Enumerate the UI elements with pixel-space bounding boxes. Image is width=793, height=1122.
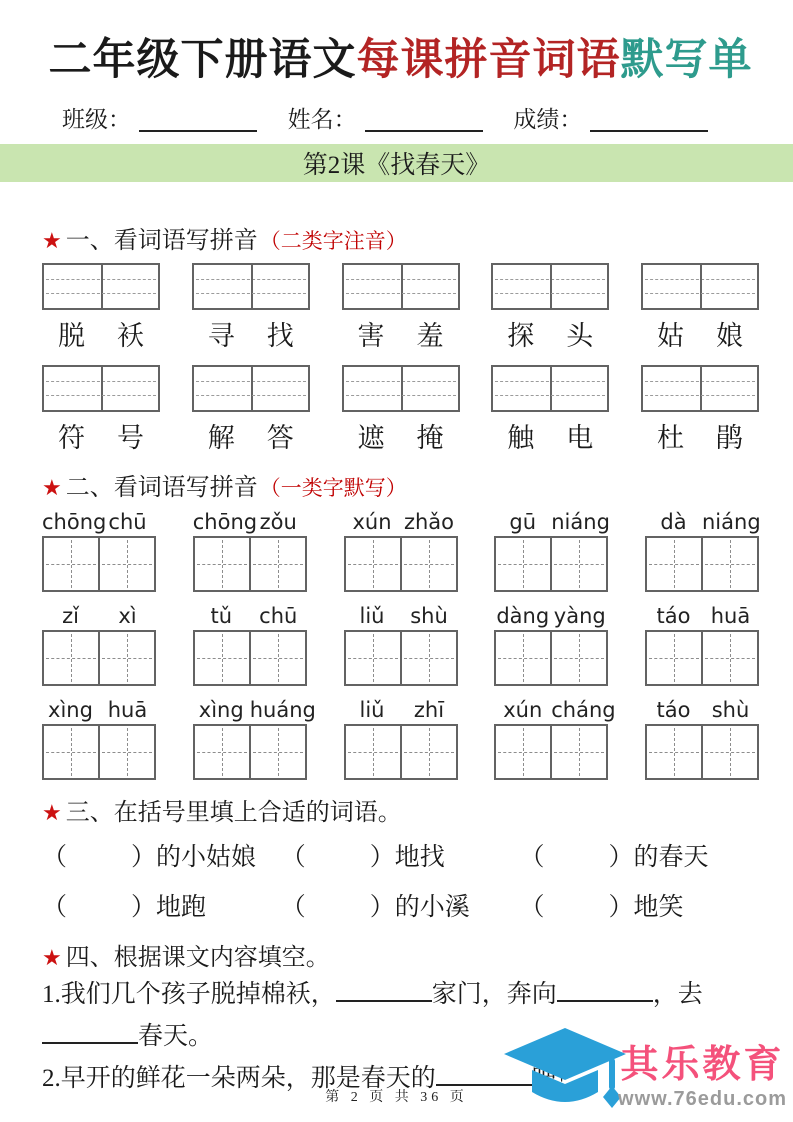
pinyin-block [193,698,316,780]
open-paren: （ [519,894,545,921]
word-char: 电 [566,423,594,453]
tianzige-box [494,630,608,686]
section2-title: 二、看词语写拼音 [65,475,258,501]
pinyin-syllable: xì [118,604,137,628]
phrase-row-2 [42,887,759,923]
question-1-line-1 [42,974,759,1016]
pinyin-syllable: zǐ [62,604,79,628]
title-part-black: 二年级下册语文 [48,37,357,84]
question-text: ，去 [652,981,703,1008]
pinyin-syllable: táo [656,604,691,628]
pinyin-syllable: xìng [198,698,244,722]
phrase-item [281,837,520,873]
pinyin-syllable: cháng [551,698,616,722]
pinyin-syllable: tǔ [210,604,233,628]
phrase-item [42,837,281,873]
score-label: 成绩： [513,107,583,132]
class-blank [139,106,257,132]
tianzige-box [42,536,156,592]
pinyin-syllable: xún [503,698,543,722]
star-icon: ★ [42,475,62,500]
pinyin-write-box [342,365,460,412]
open-paren: （ [280,894,306,921]
pinyin-syllable: dà [660,510,687,534]
pinyin-block [42,604,156,686]
word-block [641,263,759,353]
word-char: 害 [357,321,385,351]
section1-title: 一、看词语写拼音 [65,228,258,254]
word-char: 遮 [357,423,385,453]
worksheet-page [0,0,793,134]
tianzige-box [42,724,156,780]
pinyin-write-box [42,263,160,310]
pinyin-write-box [491,263,609,310]
section2-heading [42,467,759,502]
info-fields-row [62,101,739,134]
pinyin-syllable: liǔ [359,698,385,722]
word-char: 袄 [117,321,144,351]
open-paren: （ [519,844,545,871]
tianzige-box [645,630,759,686]
word-block [641,365,759,455]
pinyin-syllable: niáng [551,510,610,534]
section4-heading [42,937,759,972]
close-paren: ） [608,894,634,921]
question-text: 1.我们几个孩子脱掉棉袄， [42,981,336,1008]
word-row-1 [42,263,759,353]
word-char: 姑 [657,321,684,351]
tianzige-box [193,536,307,592]
phrase-item [520,837,759,873]
pinyin-block [645,510,759,592]
page-footer: 第 2 页 共 36 页 [325,1090,468,1105]
pinyin-write-box [342,263,460,310]
fill-blank [42,1016,138,1044]
tianzige-box [344,630,458,686]
tianzige-box [494,536,608,592]
word-char: 找 [266,321,294,351]
brand-website: www.76edu.com [618,1088,787,1110]
phrase-text: 地找 [394,844,445,871]
pinyin-block [344,510,458,592]
pinyin-block [494,698,616,780]
section1-heading [42,220,759,255]
pinyin-block [645,604,759,686]
star-icon: ★ [42,945,62,970]
brand-logo [502,1026,787,1118]
close-paren: ） [369,894,395,921]
graduation-cap-icon [502,1026,632,1118]
close-paren: ） [131,894,157,921]
word-char: 答 [266,423,294,453]
section3-heading [42,792,759,827]
pinyin-write-box [192,365,310,412]
score-field [513,101,739,134]
word-char: 探 [507,321,535,351]
pinyin-write-box [42,365,160,412]
pinyin-block [344,698,458,780]
pinyin-syllable: shù [410,604,448,628]
tianzige-box [344,724,458,780]
pinyin-block [645,698,759,780]
pinyin-block [193,604,307,686]
pinyin-syllable: zhī [413,698,445,722]
pinyin-row-2 [42,604,759,686]
word-char: 脱 [58,321,85,351]
star-icon: ★ [42,800,62,825]
word-char: 娘 [716,321,743,351]
pinyin-syllable: yàng [553,604,606,628]
worksheet-body [0,182,793,1100]
name-blank [365,106,483,132]
section1-note: （二类字注音） [259,229,407,253]
pinyin-syllable: huā [107,698,148,722]
tianzige-box [645,536,759,592]
close-paren: ） [608,844,634,871]
pinyin-syllable: niáng [702,510,761,534]
word-char: 寻 [207,321,235,351]
pinyin-row-3 [42,698,759,780]
word-row-2 [42,365,759,455]
tianzige-box [494,724,608,780]
word-char: 触 [507,423,535,453]
pinyin-write-box [641,365,759,412]
open-paren: （ [280,844,306,871]
pinyin-row-1 [42,510,759,592]
word-char: 符 [58,423,85,453]
close-paren: ） [131,844,157,871]
phrase-text: 地笑 [633,894,684,921]
fill-blank [557,974,653,1002]
tianzige-box [645,724,759,780]
pinyin-block [494,604,608,686]
phrase-text: 的小姑娘 [156,844,257,871]
pinyin-syllable: táo [656,698,691,722]
pinyin-block [344,604,458,686]
word-char: 头 [566,321,594,351]
pinyin-write-box [192,263,310,310]
word-block [491,263,609,353]
brand-name: 其乐教育 [620,1044,785,1086]
phrase-item [520,887,759,923]
section2-note: （一类字默写） [259,476,407,500]
pinyin-syllable: chōng [42,510,107,534]
fill-blank [336,974,432,1002]
word-block [42,365,160,455]
word-char: 解 [207,423,235,453]
name-label: 姓名： [287,107,357,132]
brand-text-block [618,1033,787,1111]
pinyin-write-box [491,365,609,412]
question-text: 2.早开的鲜花一朵两朵，那是春天的 [42,1065,436,1092]
pinyin-block [193,510,307,592]
pinyin-syllable: dàng [496,604,550,628]
phrase-item [281,887,520,923]
pinyin-syllable: zǒu [259,510,297,534]
word-char: 鹃 [716,423,743,453]
phrase-text: 的小溪 [394,894,470,921]
word-char: 杜 [657,423,684,453]
title-part-red: 每课拼音词语 [356,37,621,84]
pinyin-syllable: xún [352,510,392,534]
pinyin-syllable: chū [259,604,298,628]
phrase-text: 的春天 [633,844,709,871]
pinyin-syllable: xìng [48,698,93,722]
question-text: 春天。 [138,1023,214,1050]
phrase-text: 地跑 [156,894,207,921]
section3-title: 三、在括号里填上合适的词语。 [65,800,402,826]
phrase-row-1 [42,837,759,873]
title-part-teal: 默写单 [620,37,753,84]
pinyin-syllable: zhǎo [403,510,455,534]
close-paren: ） [369,844,395,871]
pinyin-syllable: huáng [249,698,316,722]
pinyin-block [494,510,608,592]
word-block [342,263,460,353]
word-char: 掩 [416,423,444,453]
open-paren: （ [42,894,68,921]
tianzige-box [193,630,307,686]
name-field [288,101,514,134]
phrase-item [42,887,281,923]
pinyin-block [42,510,156,592]
pinyin-syllable: liǔ [359,604,385,628]
tianzige-box [344,536,458,592]
pinyin-syllable: chū [108,510,147,534]
page-title [42,26,759,87]
word-block [42,263,160,353]
word-char: 羞 [416,321,444,351]
tianzige-box [193,724,307,780]
lesson-banner: 第2课《找春天》 [0,144,793,182]
star-icon: ★ [42,228,62,253]
section4-title: 四、根据课文内容填空。 [65,945,330,971]
question-text: 家门，奔向 [431,981,557,1008]
pinyin-syllable: shù [711,698,750,722]
score-blank [590,106,708,132]
pinyin-syllable: chōng [192,510,258,534]
pinyin-block [42,698,156,780]
pinyin-syllable: gū [509,510,537,534]
pinyin-write-box [641,263,759,310]
class-field [62,101,288,134]
pinyin-syllable: huā [710,604,751,628]
word-block [342,365,460,455]
word-block [192,365,310,455]
word-block [491,365,609,455]
class-label: 班级： [62,107,131,132]
word-block [192,263,310,353]
tianzige-box [42,630,156,686]
word-char: 号 [117,423,144,453]
open-paren: （ [42,844,68,871]
